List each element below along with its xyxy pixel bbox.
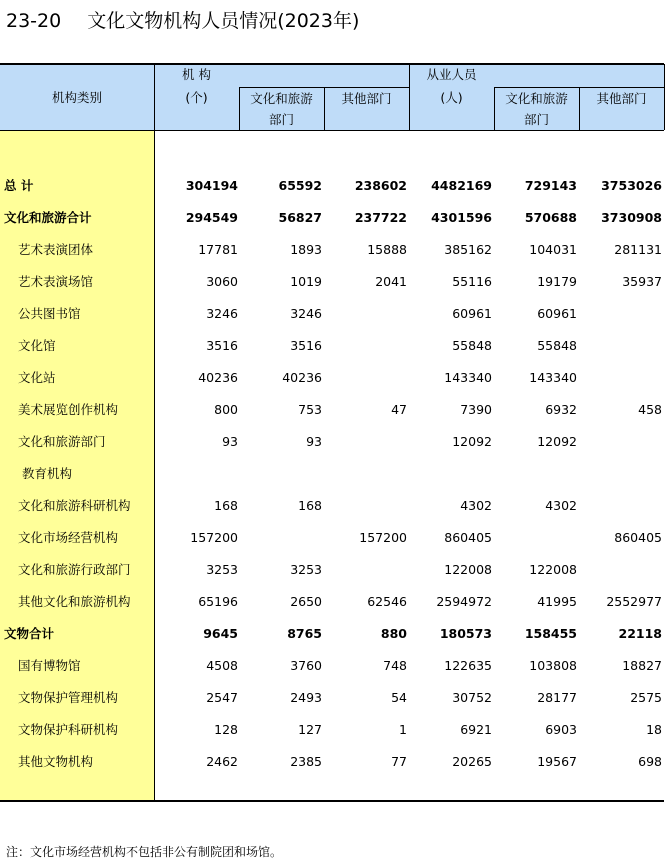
- table-row: [0, 266, 664, 298]
- row-label: 其他文物机构: [18, 754, 94, 769]
- header-culture-dept-line2: 部门: [268, 112, 294, 127]
- cell-inst-culture-dept: 93: [306, 434, 322, 449]
- header-staff: 从业人员: [426, 67, 477, 82]
- row-label: 艺术表演团体: [18, 242, 94, 257]
- cell-staff-culture-dept: 12092: [537, 434, 577, 449]
- cell-staff-culture-dept: 143340: [529, 370, 577, 385]
- cell-inst-culture-dept: 3516: [290, 338, 322, 353]
- cell-inst-other-dept: 54: [391, 690, 407, 705]
- cell-staff: 122008: [444, 562, 492, 577]
- row-label: 文化和旅游行政部门: [18, 562, 131, 577]
- cell-staff-culture-dept: 55848: [537, 338, 577, 353]
- cell-institutions: 3246: [206, 306, 238, 321]
- table-row: [0, 234, 664, 266]
- cell-inst-culture-dept: 56827: [278, 210, 322, 225]
- cell-staff: 2594972: [436, 594, 492, 609]
- table-row: [0, 554, 664, 586]
- cell-staff-culture-dept: 6932: [545, 402, 577, 417]
- table-row-total: [0, 170, 664, 202]
- table-bottom-rule: [0, 800, 664, 802]
- cell-staff-culture-dept: 158455: [524, 626, 577, 641]
- cell-staff: 60961: [452, 306, 492, 321]
- cell-staff: 385162: [444, 242, 492, 257]
- cell-staff: 122635: [444, 658, 492, 673]
- row-label: 艺术表演场馆: [18, 274, 94, 289]
- cell-staff: 180573: [439, 626, 492, 641]
- cell-staff-culture-dept: 570688: [524, 210, 577, 225]
- cell-inst-other-dept: 237722: [354, 210, 407, 225]
- cell-inst-other-dept: 1: [399, 722, 407, 737]
- table-row: [0, 394, 664, 426]
- cell-institutions: 800: [214, 402, 238, 417]
- cell-inst-other-dept: 880: [380, 626, 407, 641]
- cell-staff-culture-dept: 104031: [529, 242, 577, 257]
- table-row: [0, 490, 664, 522]
- table-number: 23-20: [6, 10, 62, 32]
- cell-staff: 6921: [460, 722, 492, 737]
- row-label: 文化和旅游部门: [18, 434, 106, 449]
- header-culture-dept2-line1: 文化和旅游: [505, 91, 568, 106]
- cell-inst-culture-dept: 753: [298, 402, 322, 417]
- cell-inst-culture-dept: 2493: [290, 690, 322, 705]
- header-category: 机构类别: [51, 90, 102, 105]
- cell-inst-culture-dept: 3246: [290, 306, 322, 321]
- cell-inst-other-dept: 62546: [367, 594, 407, 609]
- cell-staff-other-dept: 458: [638, 402, 662, 417]
- header-other-dept2: 其他部门: [596, 91, 647, 106]
- row-label: 文化市场经营机构: [18, 530, 119, 545]
- header-subdivider: [494, 87, 664, 88]
- cell-inst-culture-dept: 8765: [287, 626, 322, 641]
- cell-institutions: 40236: [198, 370, 238, 385]
- cell-inst-culture-dept: 2650: [290, 594, 322, 609]
- cell-staff: 860405: [444, 530, 492, 545]
- cell-inst-culture-dept: 2385: [290, 754, 322, 769]
- table-row: [0, 362, 664, 394]
- cell-inst-culture-dept: 1893: [290, 242, 322, 257]
- cell-staff-other-dept: 3753026: [601, 178, 662, 193]
- header-other-dept: 其他部门: [341, 91, 392, 106]
- row-label: 国有博物馆: [18, 658, 81, 673]
- row-label: 文物保护管理机构: [18, 690, 119, 705]
- cell-staff-culture-dept: 28177: [537, 690, 577, 705]
- cell-inst-culture-dept: 127: [298, 722, 322, 737]
- cell-staff: 55116: [452, 274, 492, 289]
- table-row: [0, 586, 664, 618]
- cell-staff-culture-dept: 4302: [545, 498, 577, 513]
- cell-staff: 143340: [444, 370, 492, 385]
- cell-staff: 20265: [452, 754, 492, 769]
- cell-inst-other-dept: 77: [391, 754, 407, 769]
- cell-staff-other-dept: 860405: [614, 530, 662, 545]
- cell-inst-culture-dept: 168: [298, 498, 322, 513]
- table-row: [0, 458, 664, 490]
- cell-inst-other-dept: 2041: [375, 274, 407, 289]
- cell-institutions: 2547: [206, 690, 238, 705]
- header-institutions: 机 构: [182, 67, 211, 82]
- row-label: 文化和旅游合计: [4, 210, 92, 225]
- cell-institutions: 128: [214, 722, 238, 737]
- row-label: 文物合计: [4, 626, 55, 641]
- page-title: [6, 6, 359, 33]
- cell-staff-other-dept: 35937: [622, 274, 662, 289]
- header-culture-dept2-line2: 部门: [523, 112, 549, 127]
- cell-staff-other-dept: 18827: [622, 658, 662, 673]
- cell-inst-culture-dept: 65592: [278, 178, 322, 193]
- table-row: [0, 522, 664, 554]
- cell-staff-other-dept: 2575: [630, 690, 662, 705]
- row-label: 文化和旅游科研机构: [18, 498, 131, 513]
- cell-institutions: 3253: [206, 562, 238, 577]
- row-label: 美术展览创作机构: [18, 402, 119, 417]
- cell-inst-other-dept: 15888: [367, 242, 407, 257]
- table-row: [0, 650, 664, 682]
- cell-institutions: 17781: [198, 242, 238, 257]
- row-label: 公共图书馆: [18, 306, 81, 321]
- cell-staff: 55848: [452, 338, 492, 353]
- cell-staff-other-dept: 22118: [618, 626, 662, 641]
- cell-staff: 12092: [452, 434, 492, 449]
- header-culture-dept-line1: 文化和旅游: [250, 91, 313, 106]
- cell-staff-other-dept: 281131: [614, 242, 662, 257]
- table-row: [0, 330, 664, 362]
- cell-staff-culture-dept: 19567: [537, 754, 577, 769]
- row-label: 教育机构: [22, 466, 73, 481]
- row-label: 文化站: [18, 370, 56, 385]
- cell-staff: 4302: [460, 498, 492, 513]
- table-row-cultural-relics-total: [0, 618, 664, 650]
- cell-inst-culture-dept: 3760: [290, 658, 322, 673]
- cell-inst-other-dept: 748: [383, 658, 407, 673]
- cell-institutions: 65196: [198, 594, 238, 609]
- cell-institutions: 3516: [206, 338, 238, 353]
- cell-institutions: 294549: [185, 210, 238, 225]
- cell-staff: 7390: [460, 402, 492, 417]
- table-title: 文化文物机构人员情况(2023年): [87, 10, 360, 32]
- row-label: 文化馆: [18, 338, 56, 353]
- cell-staff: 4301596: [431, 210, 492, 225]
- cell-staff-culture-dept: 6903: [545, 722, 577, 737]
- cell-staff-other-dept: 3730908: [601, 210, 662, 225]
- cell-staff-culture-dept: 41995: [537, 594, 577, 609]
- footnote: 注：文化市场经营机构不包括非公有制院团和场馆。: [6, 845, 283, 859]
- cell-institutions: 9645: [203, 626, 238, 641]
- cell-staff-culture-dept: 122008: [529, 562, 577, 577]
- table-row: [0, 682, 664, 714]
- table-row: [0, 714, 664, 746]
- cell-inst-culture-dept: 1019: [290, 274, 322, 289]
- cell-institutions: 3060: [206, 274, 238, 289]
- cell-staff: 4482169: [431, 178, 492, 193]
- cell-institutions: 2462: [206, 754, 238, 769]
- header-staff-unit: (人): [440, 90, 463, 105]
- cell-institutions: 157200: [190, 530, 238, 545]
- cell-inst-other-dept: 238602: [354, 178, 407, 193]
- header-institutions-unit: (个): [185, 90, 208, 105]
- table-row-culture-tourism-total: [0, 202, 664, 234]
- row-label: 总 计: [4, 178, 34, 193]
- cell-institutions: 304194: [185, 178, 238, 193]
- row-label: 文物保护科研机构: [18, 722, 119, 737]
- table-row: [0, 426, 664, 458]
- cell-institutions: 4508: [206, 658, 238, 673]
- header-subdivider: [239, 87, 409, 88]
- cell-institutions: 93: [222, 434, 238, 449]
- cell-staff-other-dept: 2552977: [606, 594, 662, 609]
- table-row: [0, 298, 664, 330]
- cell-staff-culture-dept: 729143: [524, 178, 577, 193]
- cell-staff-culture-dept: 19179: [537, 274, 577, 289]
- cell-inst-other-dept: 47: [391, 402, 407, 417]
- cell-staff: 30752: [452, 690, 492, 705]
- cell-staff-other-dept: 698: [638, 754, 662, 769]
- cell-inst-culture-dept: 40236: [282, 370, 322, 385]
- cell-staff-other-dept: 18: [646, 722, 662, 737]
- cell-inst-culture-dept: 3253: [290, 562, 322, 577]
- cell-inst-other-dept: 157200: [359, 530, 407, 545]
- row-label: 其他文化和旅游机构: [18, 594, 131, 609]
- cell-staff-culture-dept: 60961: [537, 306, 577, 321]
- cell-institutions: 168: [214, 498, 238, 513]
- cell-staff-culture-dept: 103808: [529, 658, 577, 673]
- table-row: [0, 746, 664, 778]
